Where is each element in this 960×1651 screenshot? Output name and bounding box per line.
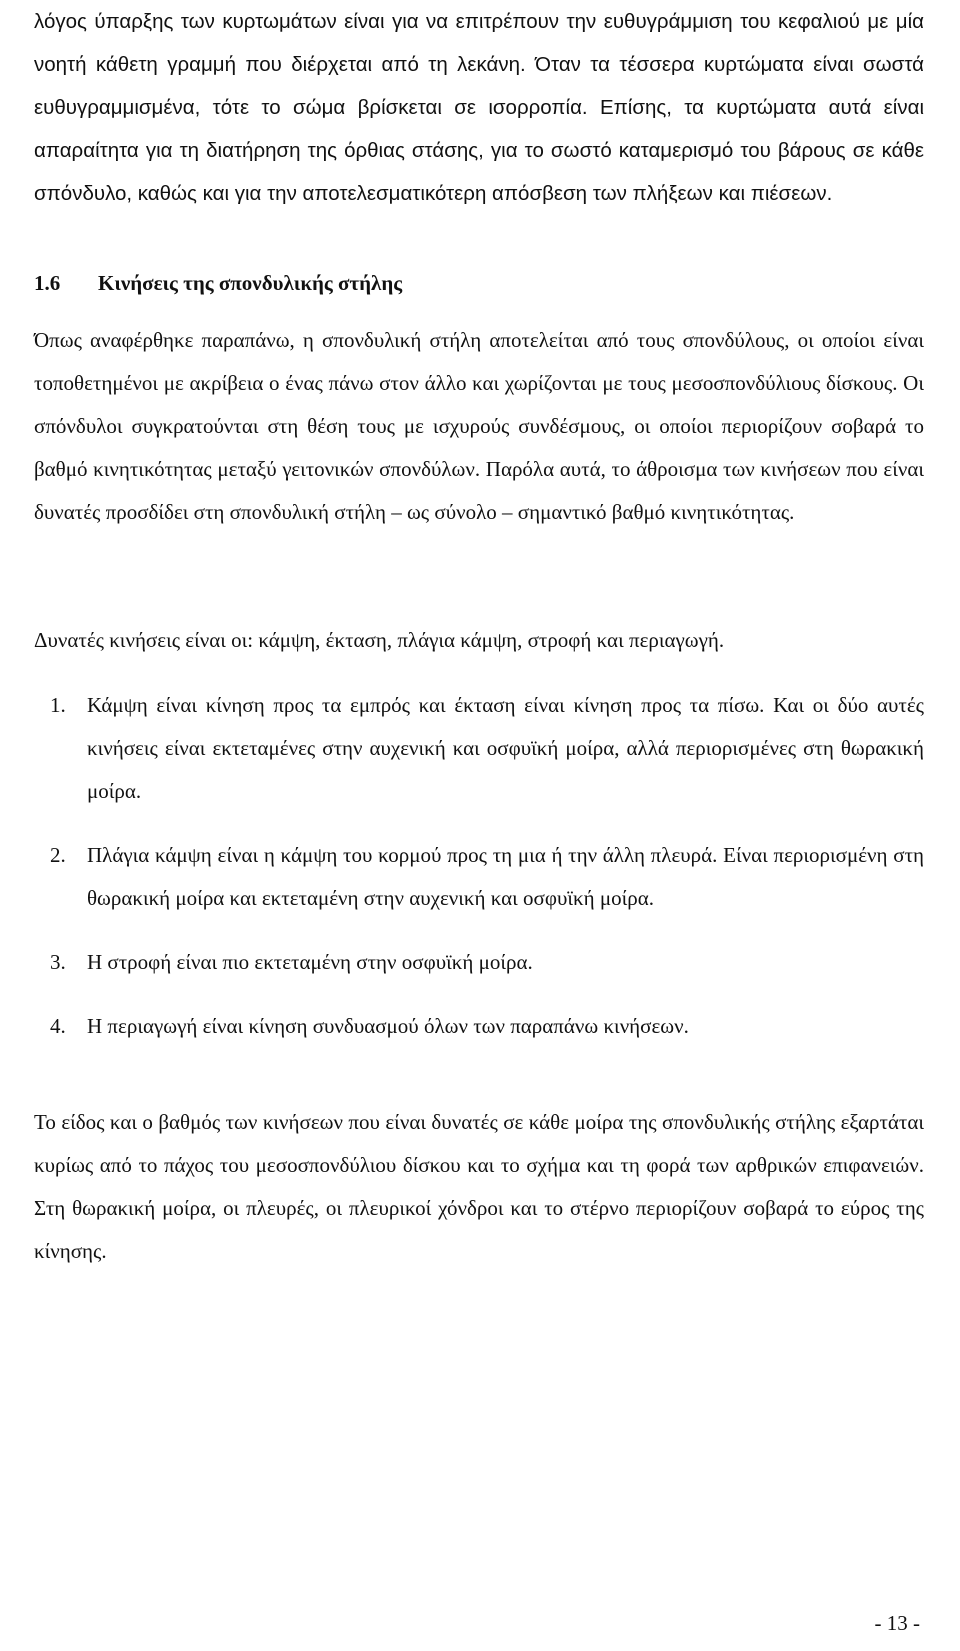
list-item [34,941,924,984]
list-item-text: Κάμψη είναι κίνηση προς τα εμπρός και έκταση είναι κίνηση προς τα πίσω. Και οι δύο αυτές κινήσεις είναι εκτεταμένες στην αυχενική και οσφυϊκή μοίρα, αλλά περιορισμένες στη θωρακική μοίρα. [87,693,924,803]
intro-paragraph: λόγος ύπαρξης των κυρτωμάτων είναι για να επιτρέπουν την ευθυγράμμιση του κεφαλιού με μία νοητή κάθετη γραμμή που διέρχεται από τη λεκάνη. Όταν τα τέσσερα κυρτώματα είναι σωστά ευθυγραμμισμένα, τότε το σώμα βρίσκεται σε ισορροπία. Επίσης, τα κυρτώματα αυτά είναι απαραίτητα για τη διατήρηση της όρθιας στάσης, για το σωστό καταμερισμό του βάρους σε κάθε σπόνδυλο, καθώς και για την αποτελεσματικότερη απόσβεση των πλήξεων και πιέσεων. [34,10,924,205]
page-number: - 13 - [874,1611,920,1635]
list-item-marker: 1. [50,693,66,717]
list-item-text: Η περιαγωγή είναι κίνηση συνδυασμού όλων των παραπάνω κινήσεων. [87,1014,689,1038]
section-title: Κινήσεις της σπονδυλικής στήλης [98,271,403,295]
list-item [34,1005,924,1048]
list-item-text: Η στροφή είναι πιο εκτεταμένη στην οσφυϊκή μοίρα. [87,950,533,974]
list-item [34,684,924,813]
section-heading [34,262,402,305]
list-item [34,834,924,920]
section-number: 1.6 [34,271,61,295]
list-item-marker: 3. [50,950,66,974]
movements-list [34,684,924,1048]
list-item-marker: 4. [50,1014,66,1038]
closing-paragraph: Το είδος και ο βαθμός των κινήσεων που είναι δυνατές σε κάθε μοίρα της σπονδυλικής στήλης εξαρτάται κυρίως από το πάχος του μεσοσπονδύλιου δίσκου και το σχήμα και τη φορά των αρθρικών επιφανειών. Στη θωρακική μοίρα, οι πλευρές, οι πλευρικοί χόνδροι και το στέρνο περιορίζουν σοβαρά το εύρος της κίνησης. [34,1110,924,1263]
body-paragraph: Όπως αναφέρθηκε παραπάνω, η σπονδυλική στήλη αποτελείται από τους σπονδύλους, οι οποίοι είναι τοποθετημένοι με ακρίβεια ο ένας πάνω στον άλλο και χωρίζονται με τους μεσοσπονδύλιους δίσκους. Οι σπόνδυλοι συγκρατούνται στη θέση τους με ισχυρούς συνδέσμους, οι οποίοι περιορίζουν σοβαρά το βαθμό κινητικότητας μεταξύ γειτονικών σπονδύλων. Παρόλα αυτά, το άθροισμα των κινήσεων που είναι δυνατές προσδίδει στη σπονδυλική στήλη – ως σύνολο – σημαντικό βαθμό κινητικότητας. [34,328,924,524]
list-item-text: Πλάγια κάμψη είναι η κάμψη του κορμού προς τη μια ή την άλλη πλευρά. Είναι περιορισμένη στη θωρακική μοίρα και εκτεταμένη στην αυχενική και οσφυϊκή μοίρα. [87,843,924,910]
possible-movements-paragraph: Δυνατές κινήσεις είναι οι: κάμψη, έκταση, πλάγια κάμψη, στροφή και περιαγωγή. [34,628,725,652]
list-item-marker: 2. [50,843,66,867]
